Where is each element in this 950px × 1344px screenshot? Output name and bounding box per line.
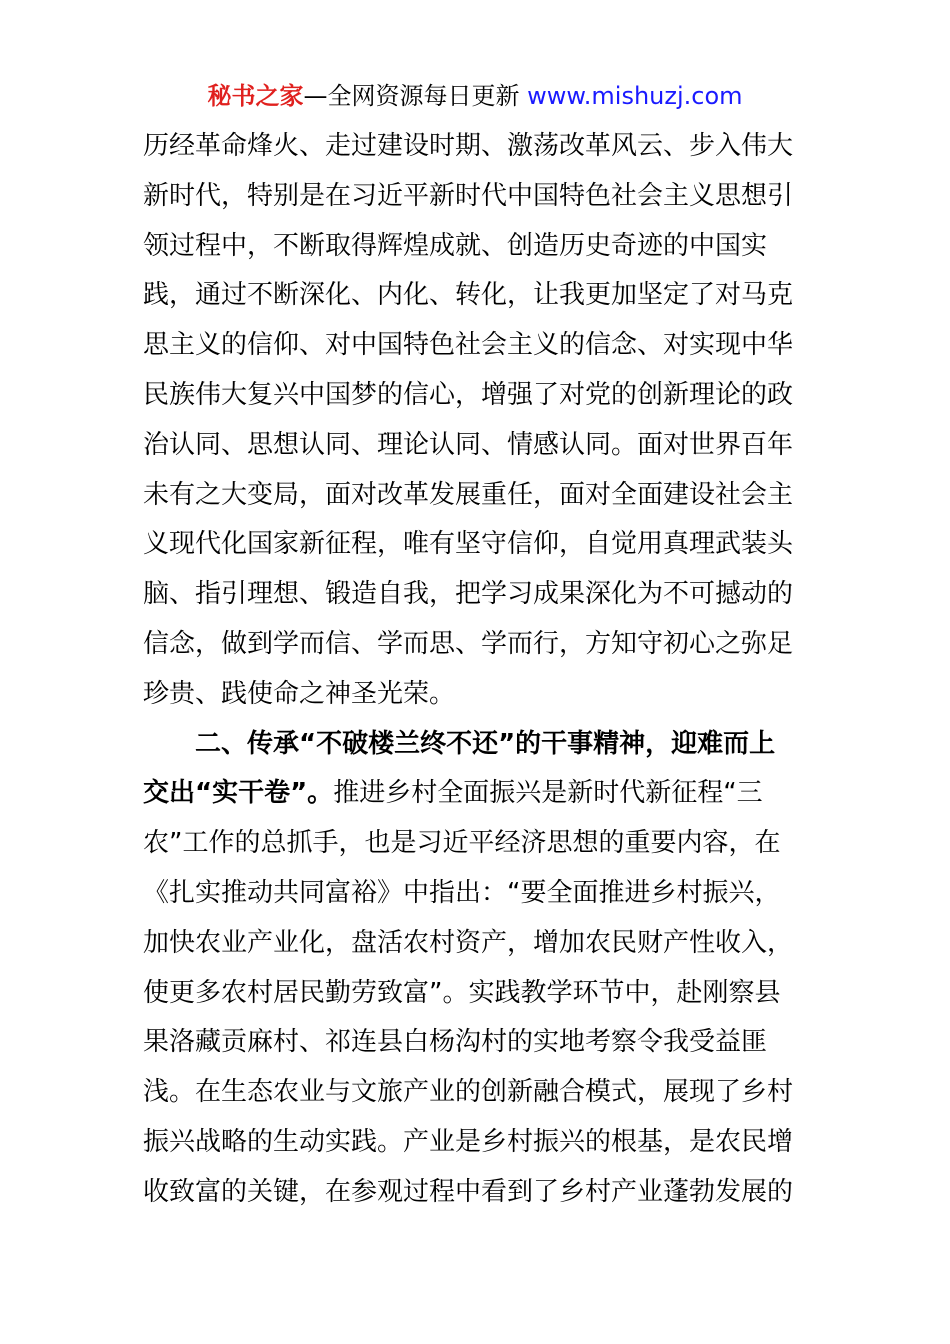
text-line: 农”工作的总抓手，也是习近平经济思想的重要内容，在	[143, 828, 781, 859]
text-line: 脑、指引理想、锻造自我，把学习成果深化为不可撼动的	[143, 579, 794, 610]
text-line: 义现代化国家新征程，唯有坚守信仰，自觉用真理武装头	[143, 529, 794, 560]
page-header	[0, 80, 950, 112]
document-body	[143, 122, 823, 1218]
section-heading-end: 交出“实干卷”。	[143, 778, 334, 809]
text-line: 治认同、思想认同、理论认同、情感认同。面对世界百年	[143, 429, 794, 460]
text-line: 果洛藏贡麻村、祁连县白杨沟村的实地考察令我受益匪	[143, 1027, 768, 1058]
text-line: 践，通过不断深化、内化、转化，让我更加坚定了对马克	[143, 280, 794, 311]
text-line: 浅。在生态农业与文旅产业的创新融合模式，展现了乡村	[143, 1077, 794, 1108]
text-line: 珍贵、践使命之神圣光荣。	[143, 678, 456, 709]
text-line: 领过程中，不断取得辉煌成就、创造历史奇迹的中国实	[143, 230, 768, 261]
text-line: 新时代，特别是在习近平新时代中国特色社会主义思想引	[143, 180, 794, 211]
text-line: 未有之大变局，面对改革发展重任，面对全面建设社会主	[143, 479, 794, 510]
text-line: 思主义的信仰、对中国特色社会主义的信念、对实现中华	[143, 330, 794, 361]
text-line: 振兴战略的生动实践。产业是乡村振兴的根基，是农民增	[143, 1126, 794, 1157]
text-line: 收致富的关键，在参观过程中看到了乡村产业蓬勃发展的	[143, 1176, 794, 1207]
section-heading-line	[143, 720, 823, 770]
text-line: 民族伟大复兴中国梦的信心，增强了对党的创新理论的政	[143, 379, 794, 410]
text-line: 信念，做到学而信、学而思、学而行，方知守初心之弥足	[143, 628, 794, 659]
section-heading-line: 交出“实干卷”。推进乡村全面振兴是新时代新征程“三	[143, 778, 763, 809]
header-tagline: —全网资源每日更新	[303, 82, 528, 110]
section-heading: 二、传承“不破楼兰终不还”的干事精神，迎难而上	[195, 728, 776, 759]
text-line: 《扎实推动共同富裕》中指出：“要全面推进乡村振兴，	[143, 877, 781, 908]
header-url[interactable]: www.mishuzj.com	[527, 82, 743, 110]
brand-name: 秘书之家	[207, 82, 304, 110]
text-line: 使更多农村居民勤劳致富”。实践教学环节中，赴刚察县	[143, 977, 781, 1008]
text-line: 加快农业产业化，盘活农村资产，增加农民财产性收入，	[143, 927, 794, 958]
text-line: 历经革命烽火、走过建设时期、激荡改革风云、步入伟大	[143, 131, 794, 161]
